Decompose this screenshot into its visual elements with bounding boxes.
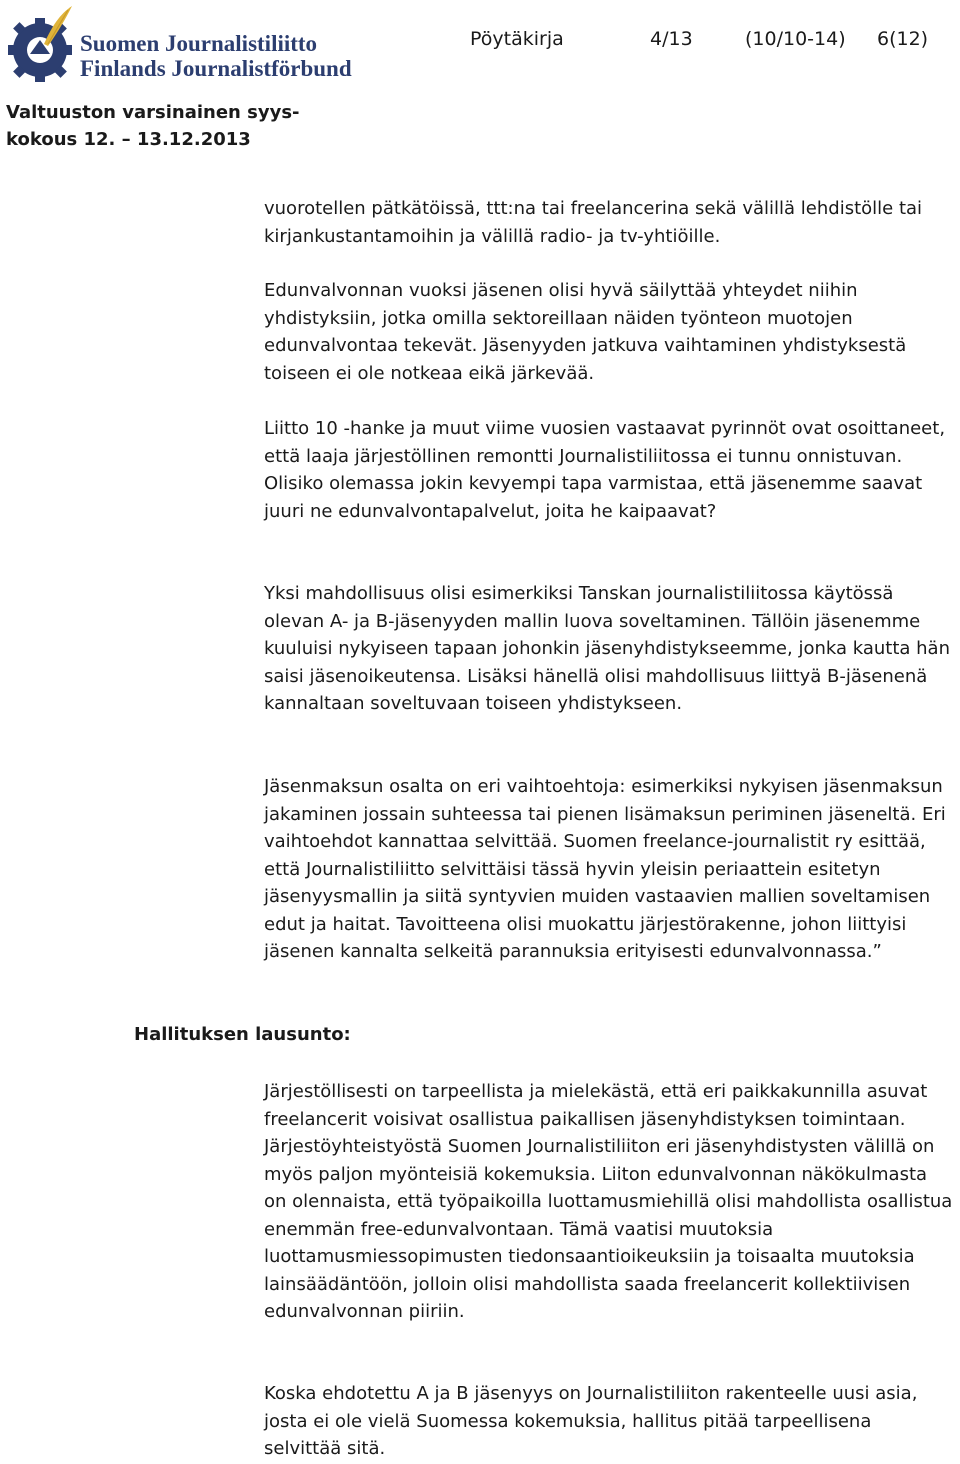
body-paragraph: vuorotellen pätkätöissä, ttt:na tai freelancerina sekä välillä lehdistölle tai kirjankustantamoihin ja välillä radio- ja tv-yhtiöille.	[264, 198, 923, 247]
body-paragraph: Yksi mahdollisuus olisi esimerkiksi Tanskan journalistiliitossa käytössä olevan A- ja B-jäsenyyden mallin luova soveltaminen. Tällöin jäsenemme kuuluisi nykyiseen tapaan johonkin jäsenyhdistykseemme, jonka kautta hän saisi jäsenoikeutensa. Lisäksi hänellä olisi mahdollisuus liittyä B-jäsenenä kannaltaan soveltuvaan toiseen yhdistykseen.	[264, 583, 950, 714]
item-number: 4/13	[650, 28, 693, 50]
meeting-title: Valtuuston varsinainen syys-kokous 12. – 13.12.2013	[6, 102, 300, 150]
board-statement-label: Hallituksen lausunto:	[134, 1024, 351, 1045]
org-name-swedish: Finlands Journalistförbund	[80, 56, 352, 81]
body-paragraph: Liitto 10 -hanke ja muut viime vuosien vastaavat pyrinnöt ovat osoittaneet, että laaja järjestöllinen remontti Journalistiliitossa ei tunnu onnistuvan. Olisiko olemassa jokin kevyempi tapa varmistaa, että jäsenemme saavat juuri ne edunvalvontapalvelut, joita he kaipaavat?	[264, 418, 946, 522]
body-paragraph: Edunvalvonnan vuoksi jäsenen olisi hyvä säilyttää yhteydet niihin yhdistyksiin, jotka omilla sektoreillaan näiden työnteon muotojen edunvalvontaa tekevät. Jäsenyyden jatkuva vaihtaminen yhdistyksestä toiseen ei ole notkeaa eikä järkevää.	[264, 280, 907, 384]
org-name-finnish: Suomen Journalistiliitto	[80, 31, 318, 56]
body-paragraph: Jäsenmaksun osalta on eri vaihtoehtoja: esimerkiksi nykyisen jäsenmaksun jakaminen jossain suhteessa tai pienen lisämaksun periminen jäseneltä. Eri vaihtoehdot kannattaa selvittää. Suomen freelance-journalistit ry esittää, että Journalistiliitto selvittäisi tässä hyvin yleisin periaattein esitetyn jäsenyysmallin ja siitä syntyvien muiden vastaavien mallien soveltamisen edut ja haitat. Tavoitteena olisi muokattu järjestörakenne, johon liittyisi jäsenen kannalta selkeitä parannuksia erityisesti edunvalvonnassa.”	[264, 776, 946, 962]
document-type: Pöytäkirja	[470, 28, 564, 50]
page-number: 6(12)	[877, 28, 929, 50]
document-code: (10/10-14)	[745, 28, 846, 50]
board-statement-paragraph: Koska ehdotettu A ja B jäsenyys on Journalistiliiton rakenteelle uusi asia, josta ei ole vielä Suomessa kokemuksia, hallitus pitää tarpeellisena selvittää sitä.	[264, 1383, 918, 1459]
board-statement-paragraph: Järjestöllisesti on tarpeellista ja mielekästä, että eri paikkakunnilla asuvat freelancerit voisivat osallistua paikallisen jäsenyhdistyksen toimintaan. Järjestöyhteistyöstä Suomen Journalistiliiton eri jäsenyhdistysten välillä on myös paljon myönteisiä kokemuksia. Liiton edunvalvonnan näkökulmasta on olennaista, että työpaikoilla luottamusmiehillä olisi mahdollista osallistua enemmän free-edunvalvontaan. Tämä vaatisi muutoksia luottamusmiessopimusten tiedonsaantioikeuksiin ja toisaalta muutoksia lainsäädäntöön, jolloin olisi mahdollista saada freelancerit kollektiivisen edunvalvonnan piiriin.	[264, 1081, 953, 1322]
